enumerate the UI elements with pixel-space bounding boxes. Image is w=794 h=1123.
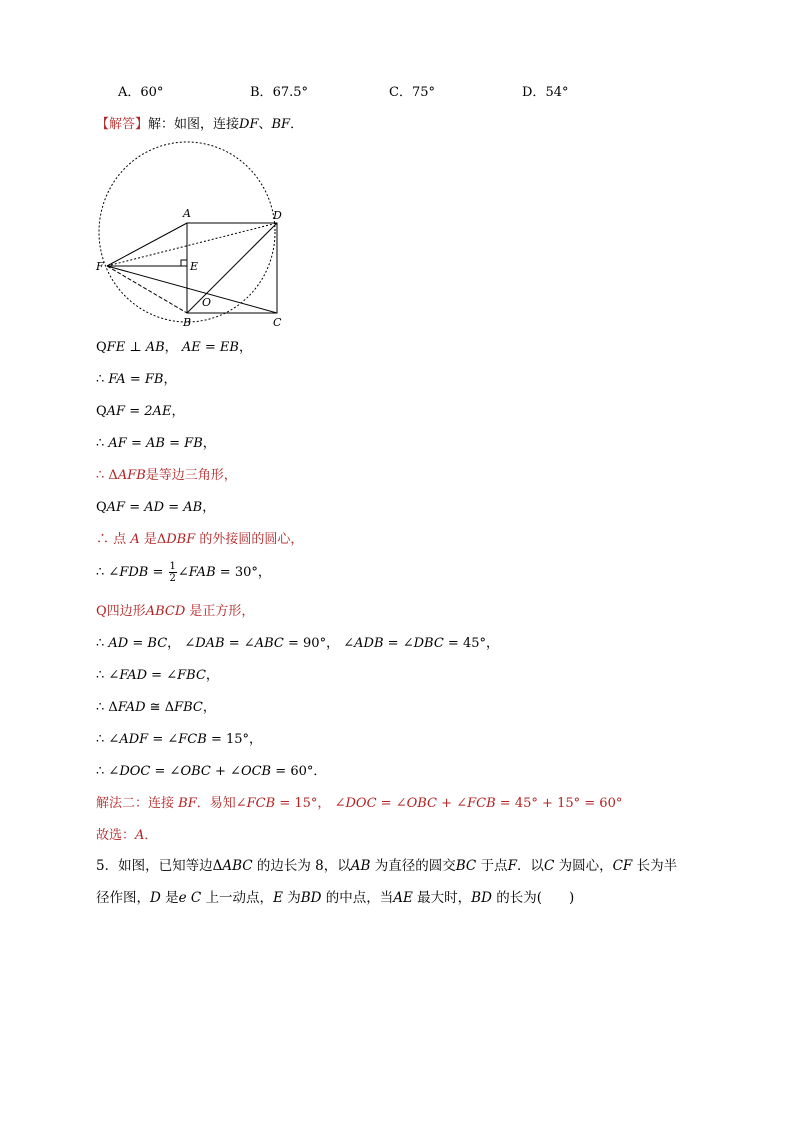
step-14: ∴ ∠DOC = ∠OBC + ∠OCB = 60°． (96, 764, 327, 779)
step-1: QFE ⊥ AB， AE = EB， (96, 340, 252, 355)
geometry-figure (92, 138, 292, 334)
step-13: ∴ ∠ADF = ∠FCB = 15°， (96, 732, 263, 747)
label-c: C (273, 316, 282, 329)
label-o: O (202, 296, 212, 309)
segment-fa (107, 223, 187, 266)
option-d: D．54° (522, 85, 569, 100)
step-6: QAF = AD = AB， (96, 500, 216, 515)
step-3: QAF = 2AE， (96, 404, 185, 419)
step-5: ∴ ΔAFB是等边三角形， (96, 468, 237, 483)
answer-tag: 【解答】 (96, 117, 149, 132)
question-5-line-2: 径作图，D 是e C 上一动点，E 为BD 的中点，当AE 最大时，BD 的长为( ) (96, 890, 575, 906)
step-9: Q四边形ABCD 是正方形， (96, 604, 255, 619)
question-5-line-1: 5．如图，已知等边ΔABC 的边长为 8，以AB 为直径的圆交BC 于点F．以C 为圆心，CF 长为半 (96, 858, 678, 874)
step-15: 解法二：连接 BF．易知∠FCB = 15°， ∠DOC = ∠OBC + ∠FCB = 45° + 15° = 60° (96, 796, 623, 811)
segment-bd (187, 223, 277, 313)
label-d: D (273, 209, 282, 222)
option-b: B．67.5° (250, 85, 309, 100)
step-10: ∴ AD = BC， ∠DAB = ∠ABC = 90°， ∠ADB = ∠DBC = 45°， (96, 636, 500, 651)
fraction-one-half: $\frac{1}{2}$ (169, 561, 176, 584)
step-2: ∴ FA = FB， (96, 372, 177, 387)
step-7: ∴ 点 A 是ΔDBF 的外接圆的圆心， (96, 532, 304, 547)
label-b: B (183, 316, 192, 329)
step-16: 故选：A． (96, 828, 158, 843)
step-11: ∴ ∠FAD = ∠FBC， (96, 668, 219, 683)
label-f: F (96, 260, 104, 273)
segment-fc (107, 266, 277, 313)
option-c: C．75° (389, 85, 435, 100)
right-angle-mark (181, 260, 187, 266)
label-e: E (190, 260, 199, 273)
step-12: ∴ ΔFAD ≅ ΔFBC， (96, 700, 216, 715)
step-8: ∴ ∠FDB = $\frac{1}{2}$ ∠FAB = 30°， (96, 561, 271, 584)
option-a: A．60° (118, 85, 164, 100)
step-4: ∴ AF = AB = FB， (96, 436, 216, 451)
label-a: A (183, 207, 191, 220)
answer-head: 【解答】解：如图，连接DF、BF． (96, 117, 304, 132)
